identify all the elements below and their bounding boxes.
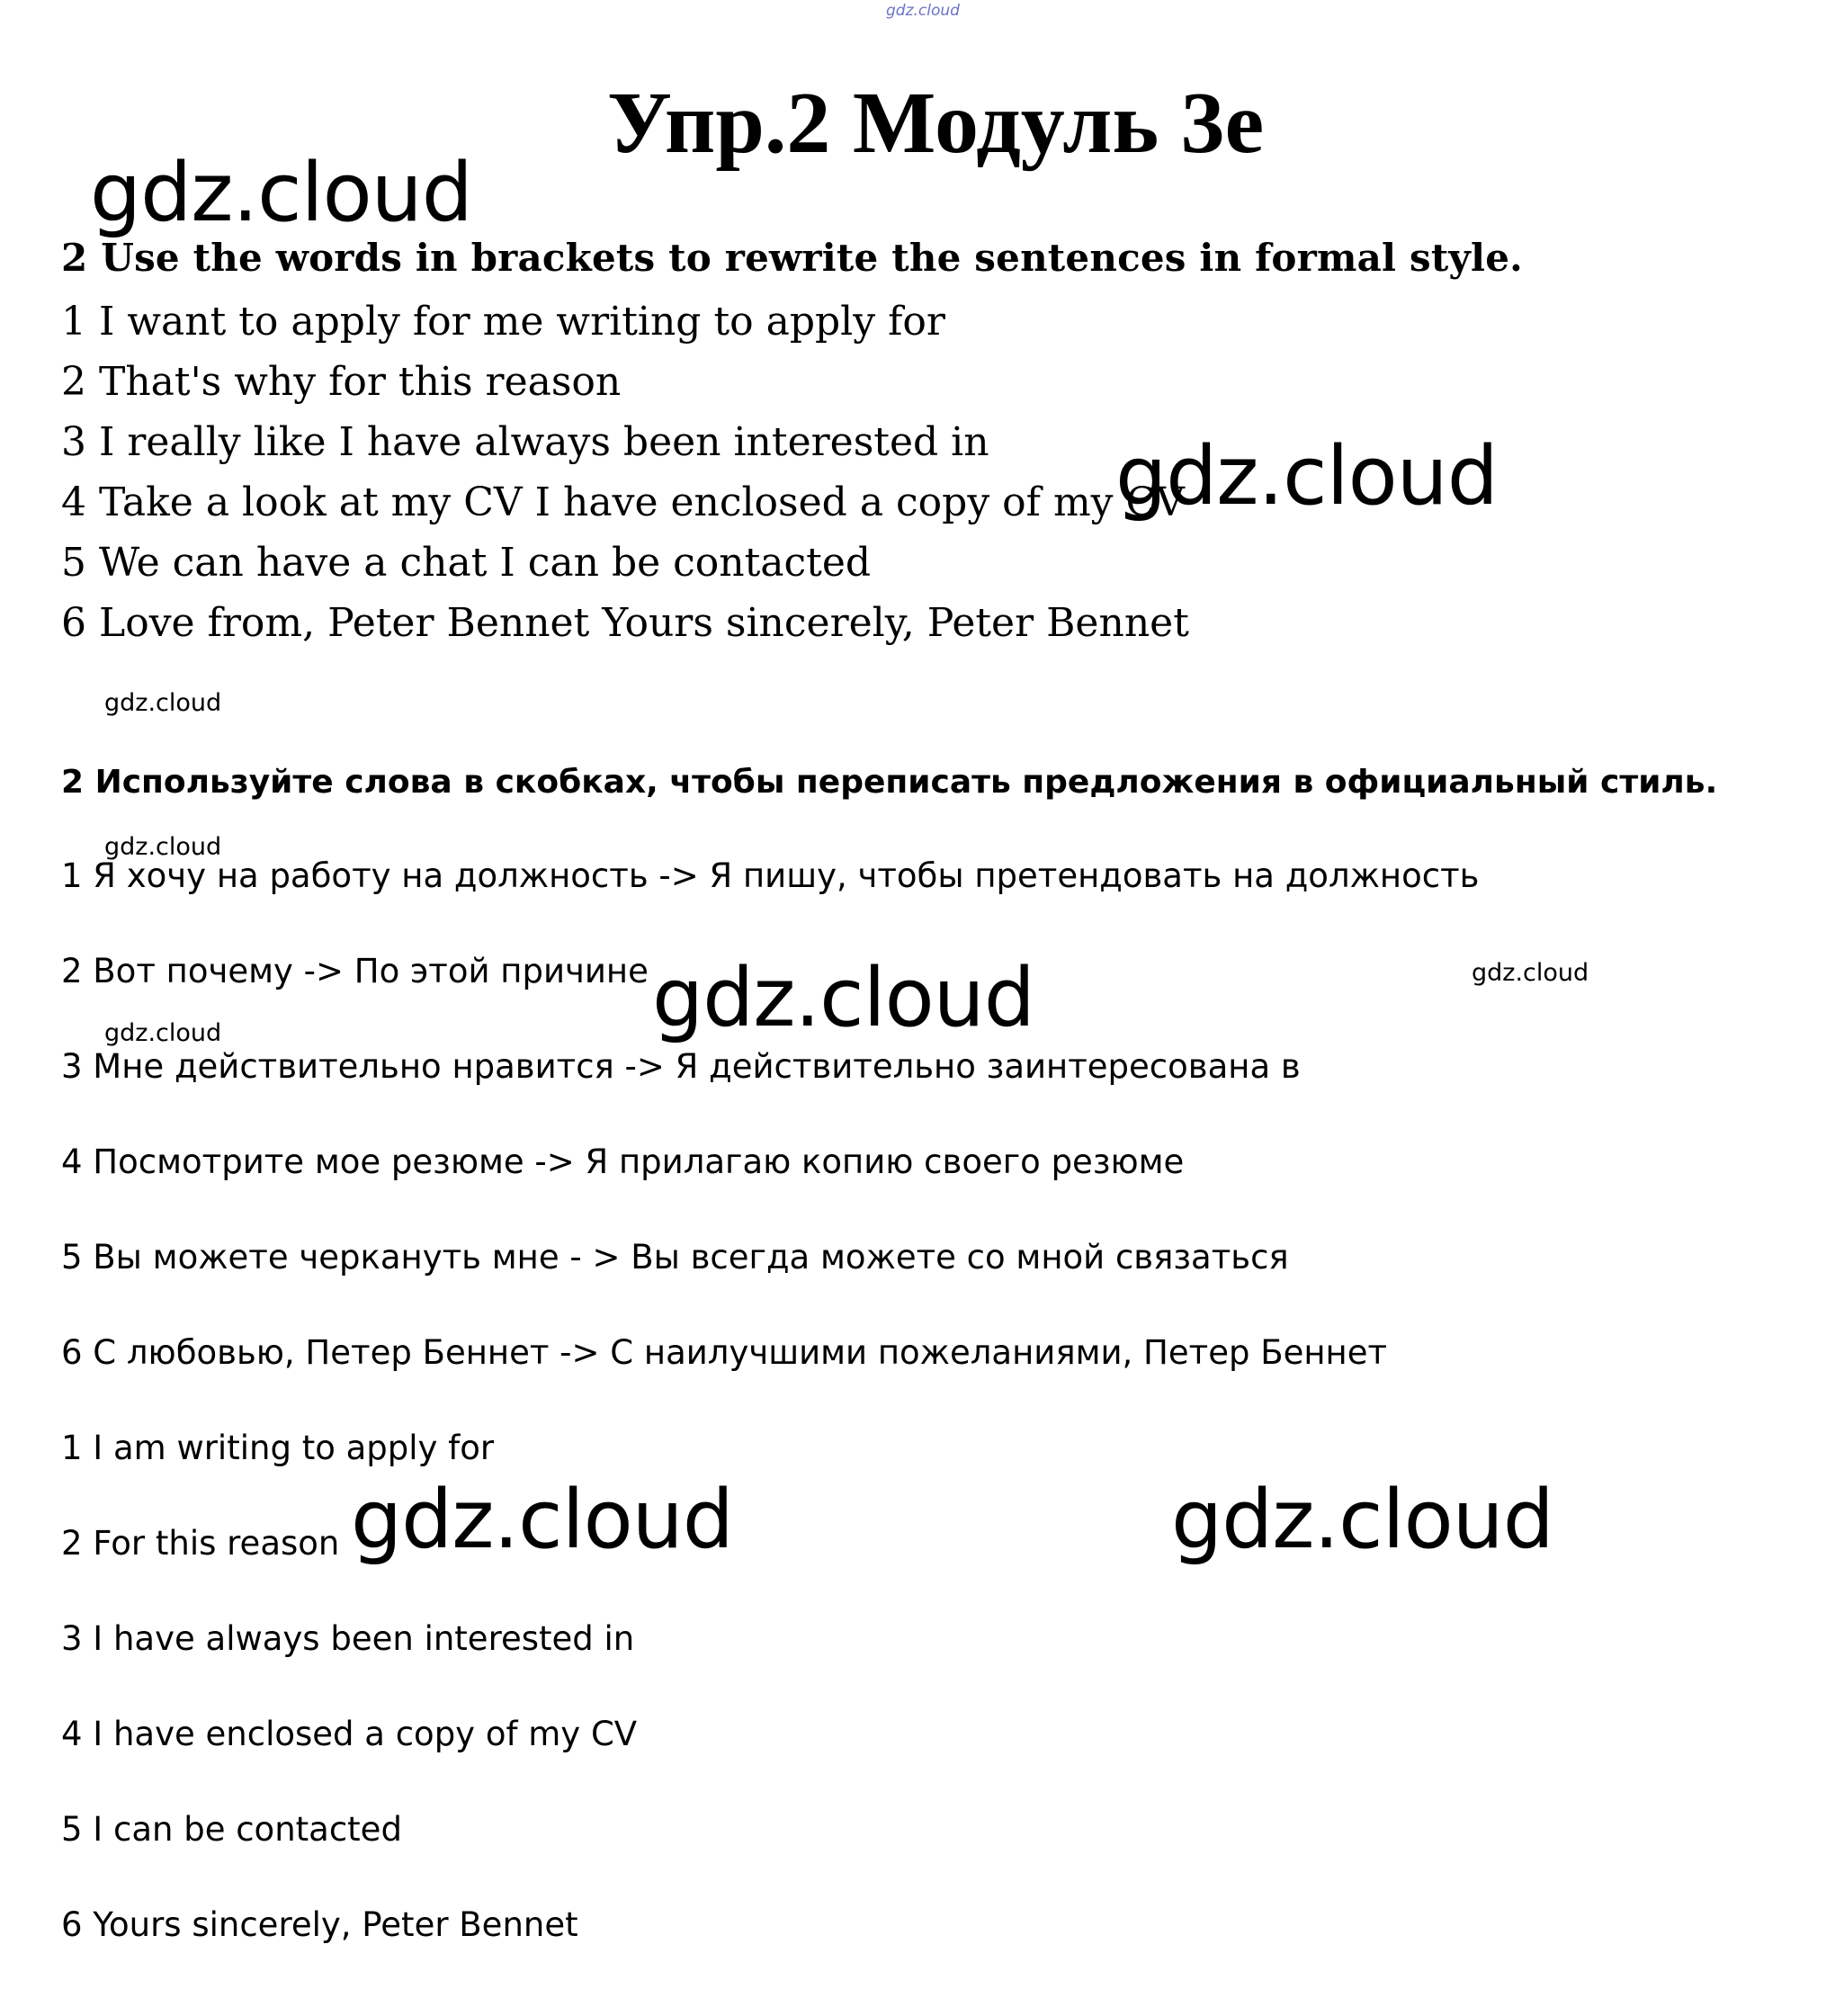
watermark-small: gdz.cloud [104,1019,222,1047]
english-line: 3 I really like I have always been interested in [61,419,989,465]
watermark-large: gdz.cloud [1115,429,1498,524]
english-line: 4 Take a look at my CV I have enclosed a copy of my CV [61,479,1185,525]
answer-line: 4 I have enclosed a copy of my CV [61,1715,638,1753]
answer-line: 5 I can be contacted [61,1810,402,1849]
watermark-large: gdz.cloud [90,146,472,240]
watermark-small: gdz.cloud [104,833,222,861]
english-line: 2 That's why for this reason [61,359,622,405]
top-watermark: gdz.cloud [886,2,960,20]
answer-line: 6 Yours sincerely, Peter Bennet [61,1905,578,1944]
russian-line: 5 Вы можете черкануть мне - > Вы всегда можете со мной связаться [61,1238,1289,1277]
russian-instruction: 2 Используйте слова в скобках, чтобы переписать предложения в официальный стиль. [61,764,1718,801]
russian-line: 3 Мне действительно нравится -> Я действительно заинтересована в [61,1047,1301,1086]
russian-line: 1 Я хочу на работу на должность -> Я пишу, чтобы претендовать на должность [61,856,1480,895]
watermark-large: gdz.cloud [1171,1473,1553,1567]
watermark-small: gdz.cloud [1472,959,1589,987]
english-line: 6 Love from, Peter Bennet Yours sincerely, Peter Bennet [61,600,1189,646]
english-instruction: 2 Use the words in brackets to rewrite the sentences in formal style. [61,236,1523,280]
watermark-large: gdz.cloud [351,1473,733,1567]
english-line: 5 We can have a chat I can be contacted [61,540,872,586]
watermark-large: gdz.cloud [652,951,1034,1045]
answer-line: 1 I am writing to apply for [61,1429,495,1467]
russian-line: 2 Вот почему -> По этой причине [61,952,649,990]
russian-line: 4 Посмотрите мое резюме -> Я прилагаю копию своего резюме [61,1142,1185,1181]
russian-line: 6 С любовью, Петер Беннет -> С наилучшими пожеланиями, Петер Беннет [61,1333,1388,1372]
english-line: 1 I want to apply for me writing to apply for [61,299,945,345]
watermark-small: gdz.cloud [104,689,222,717]
answer-line: 2 For this reason [61,1524,340,1563]
page-title: Упр.2 Модуль 3е [607,75,1265,172]
answer-line: 3 I have always been interested in [61,1619,635,1658]
